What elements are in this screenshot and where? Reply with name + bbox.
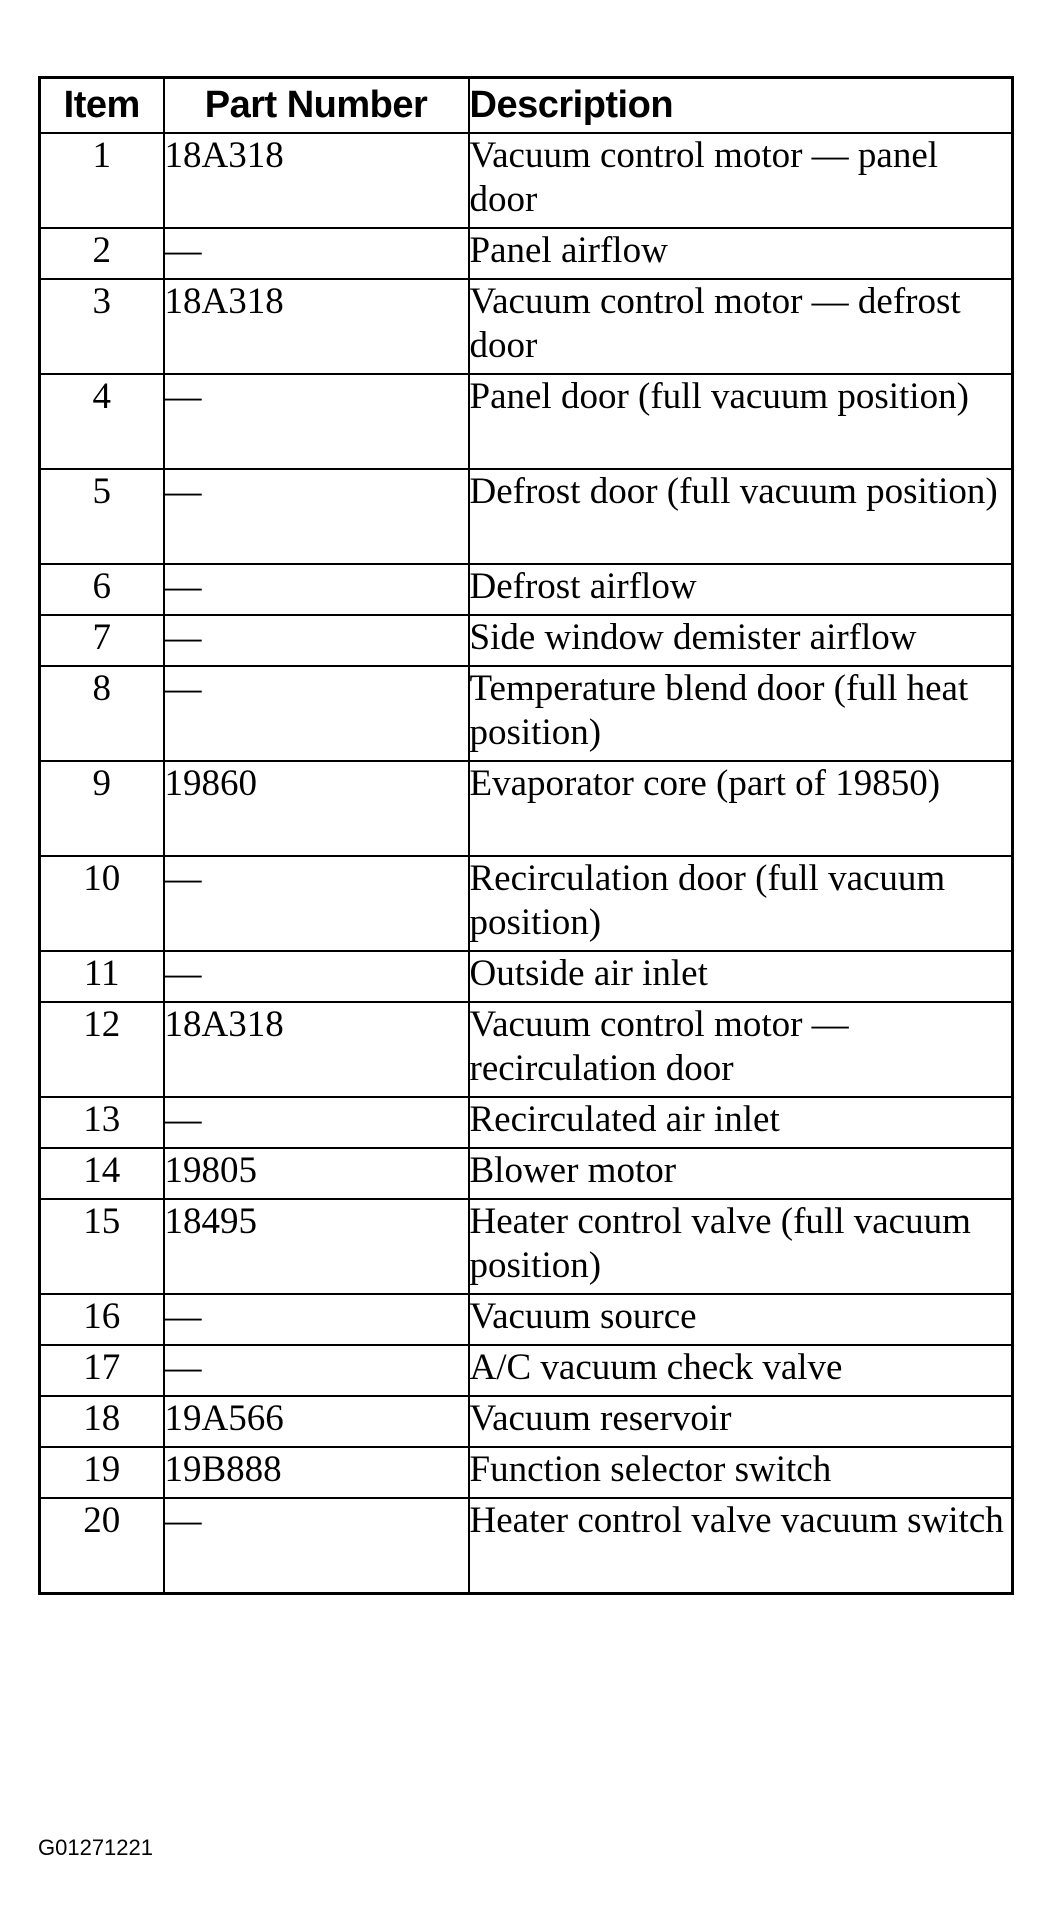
table-row <box>40 228 1013 279</box>
item-cell: 8 <box>40 666 164 761</box>
header-description: Description <box>469 78 1013 134</box>
item-cell: 19 <box>40 1447 164 1498</box>
item-cell: 18 <box>40 1396 164 1447</box>
header-item: Item <box>40 78 164 134</box>
description-cell: Side window demister airflow <box>469 615 1013 666</box>
table-row <box>40 1447 1013 1498</box>
description-cell: Vacuum control motor — recirculation door <box>469 1002 1013 1097</box>
item-cell: 13 <box>40 1097 164 1148</box>
description-cell: Vacuum source <box>469 1294 1013 1345</box>
table-row <box>40 1294 1013 1345</box>
item-cell: 20 <box>40 1498 164 1594</box>
part-number-cell: — <box>164 1345 469 1396</box>
table-row <box>40 1097 1013 1148</box>
table-row <box>40 1199 1013 1294</box>
item-cell: 14 <box>40 1148 164 1199</box>
table-row <box>40 666 1013 761</box>
item-cell: 16 <box>40 1294 164 1345</box>
description-cell: Outside air inlet <box>469 951 1013 1002</box>
table-body <box>40 133 1013 1594</box>
item-cell: 6 <box>40 564 164 615</box>
description-cell: Vacuum control motor — defrost door <box>469 279 1013 374</box>
table-row <box>40 1148 1013 1199</box>
table-row <box>40 1345 1013 1396</box>
table-row <box>40 856 1013 951</box>
description-cell: Evaporator core (part of 19850) <box>469 761 1013 856</box>
part-number-cell: 19B888 <box>164 1447 469 1498</box>
part-number-cell: — <box>164 615 469 666</box>
parts-table <box>38 76 1014 1595</box>
item-cell: 7 <box>40 615 164 666</box>
part-number-cell: 18495 <box>164 1199 469 1294</box>
item-cell: 15 <box>40 1199 164 1294</box>
description-cell: Panel door (full vacuum position) <box>469 374 1013 469</box>
part-number-cell: 18A318 <box>164 279 469 374</box>
part-number-cell: — <box>164 951 469 1002</box>
table-row <box>40 279 1013 374</box>
part-number-cell: — <box>164 856 469 951</box>
part-number-cell: 19860 <box>164 761 469 856</box>
part-number-cell: — <box>164 1097 469 1148</box>
table-row <box>40 1002 1013 1097</box>
description-cell: Vacuum reservoir <box>469 1396 1013 1447</box>
item-cell: 4 <box>40 374 164 469</box>
part-number-cell: — <box>164 1498 469 1594</box>
item-cell: 1 <box>40 133 164 228</box>
table-row <box>40 1498 1013 1594</box>
part-number-cell: 19805 <box>164 1148 469 1199</box>
description-cell: Temperature blend door (full heat position) <box>469 666 1013 761</box>
description-cell: Recirculated air inlet <box>469 1097 1013 1148</box>
part-number-cell: 18A318 <box>164 133 469 228</box>
header-part-number: Part Number <box>164 78 469 134</box>
table-row <box>40 469 1013 564</box>
description-cell: Panel airflow <box>469 228 1013 279</box>
part-number-cell: — <box>164 228 469 279</box>
item-cell: 9 <box>40 761 164 856</box>
description-cell: Vacuum control motor — panel door <box>469 133 1013 228</box>
item-cell: 5 <box>40 469 164 564</box>
table-row <box>40 564 1013 615</box>
description-cell: Recirculation door (full vacuum position) <box>469 856 1013 951</box>
item-cell: 17 <box>40 1345 164 1396</box>
table-row <box>40 951 1013 1002</box>
item-cell: 11 <box>40 951 164 1002</box>
figure-code: G01271221 <box>38 1835 153 1860</box>
item-cell: 3 <box>40 279 164 374</box>
table-row <box>40 1396 1013 1447</box>
part-number-cell: 19A566 <box>164 1396 469 1447</box>
description-cell: Function selector switch <box>469 1447 1013 1498</box>
description-cell: Defrost airflow <box>469 564 1013 615</box>
part-number-cell: 18A318 <box>164 1002 469 1097</box>
description-cell: Heater control valve vacuum switch <box>469 1498 1013 1594</box>
table-row <box>40 761 1013 856</box>
table-row <box>40 615 1013 666</box>
part-number-cell: — <box>164 1294 469 1345</box>
item-cell: 10 <box>40 856 164 951</box>
description-cell: Heater control valve (full vacuum position) <box>469 1199 1013 1294</box>
header-row <box>40 78 1013 134</box>
table-header <box>40 78 1013 134</box>
table-row <box>40 374 1013 469</box>
description-cell: Defrost door (full vacuum position) <box>469 469 1013 564</box>
part-number-cell: — <box>164 666 469 761</box>
description-cell: A/C vacuum check valve <box>469 1345 1013 1396</box>
item-cell: 2 <box>40 228 164 279</box>
table-row <box>40 133 1013 228</box>
part-number-cell: — <box>164 469 469 564</box>
description-cell: Blower motor <box>469 1148 1013 1199</box>
part-number-cell: — <box>164 564 469 615</box>
part-number-cell: — <box>164 374 469 469</box>
item-cell: 12 <box>40 1002 164 1097</box>
